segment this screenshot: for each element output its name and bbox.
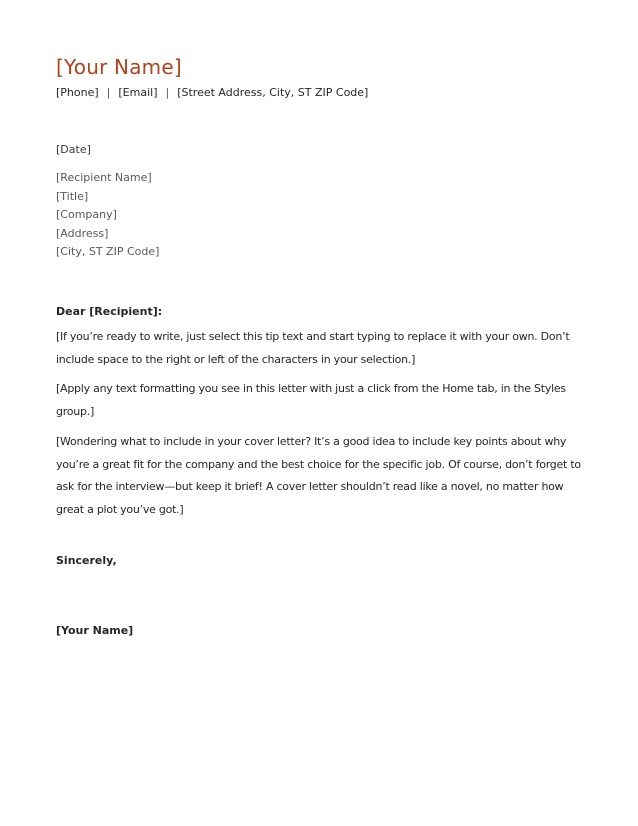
body-paragraph-3[interactable]: [Wondering what to include in your cover letter? It’s a good idea to include key points about why you’re a great fit for the company and the best choice for the specific job. Of course, don’t forget to ask for the interview—but keep it brief! A cover letter shouldn’t read like a novel, no matter how great a plot you’ve got.] [56, 435, 581, 516]
recipient-address-field[interactable]: [Address] [56, 226, 109, 240]
recipient-city-field[interactable]: [City, ST ZIP Code] [56, 245, 160, 258]
body-paragraph-1[interactable]: [If you’re ready to write, just select this tip text and start typing to replace it with your own. Don’t include space to the right or left of the characters in your selection.] [56, 330, 570, 366]
recipient-company-field[interactable]: [Company] [56, 208, 117, 221]
email-field[interactable]: [Email] [118, 86, 158, 99]
recipient-title-field[interactable]: [Title] [56, 189, 89, 203]
phone-field[interactable]: [Phone] [56, 86, 99, 99]
contact-line [56, 86, 368, 99]
recipient-block [56, 169, 159, 262]
street-address-field[interactable]: [Street Address, City, ST ZIP Code] [177, 86, 369, 99]
salutation[interactable]: Dear [Recipient]: [56, 305, 163, 318]
contact-separator: | [165, 86, 170, 99]
contact-separator: | [106, 86, 111, 99]
body-paragraph-2[interactable]: [Apply any text formatting you see in this letter with just a click from the Home tab, in the Styles group.] [56, 382, 566, 418]
recipient-name-field[interactable]: [Recipient Name] [56, 171, 152, 184]
closing[interactable]: Sincerely, [56, 554, 117, 567]
sender-name[interactable]: [Your Name] [56, 55, 182, 79]
signature-name[interactable]: [Your Name] [56, 624, 134, 637]
date-field[interactable]: [Date] [56, 143, 91, 156]
